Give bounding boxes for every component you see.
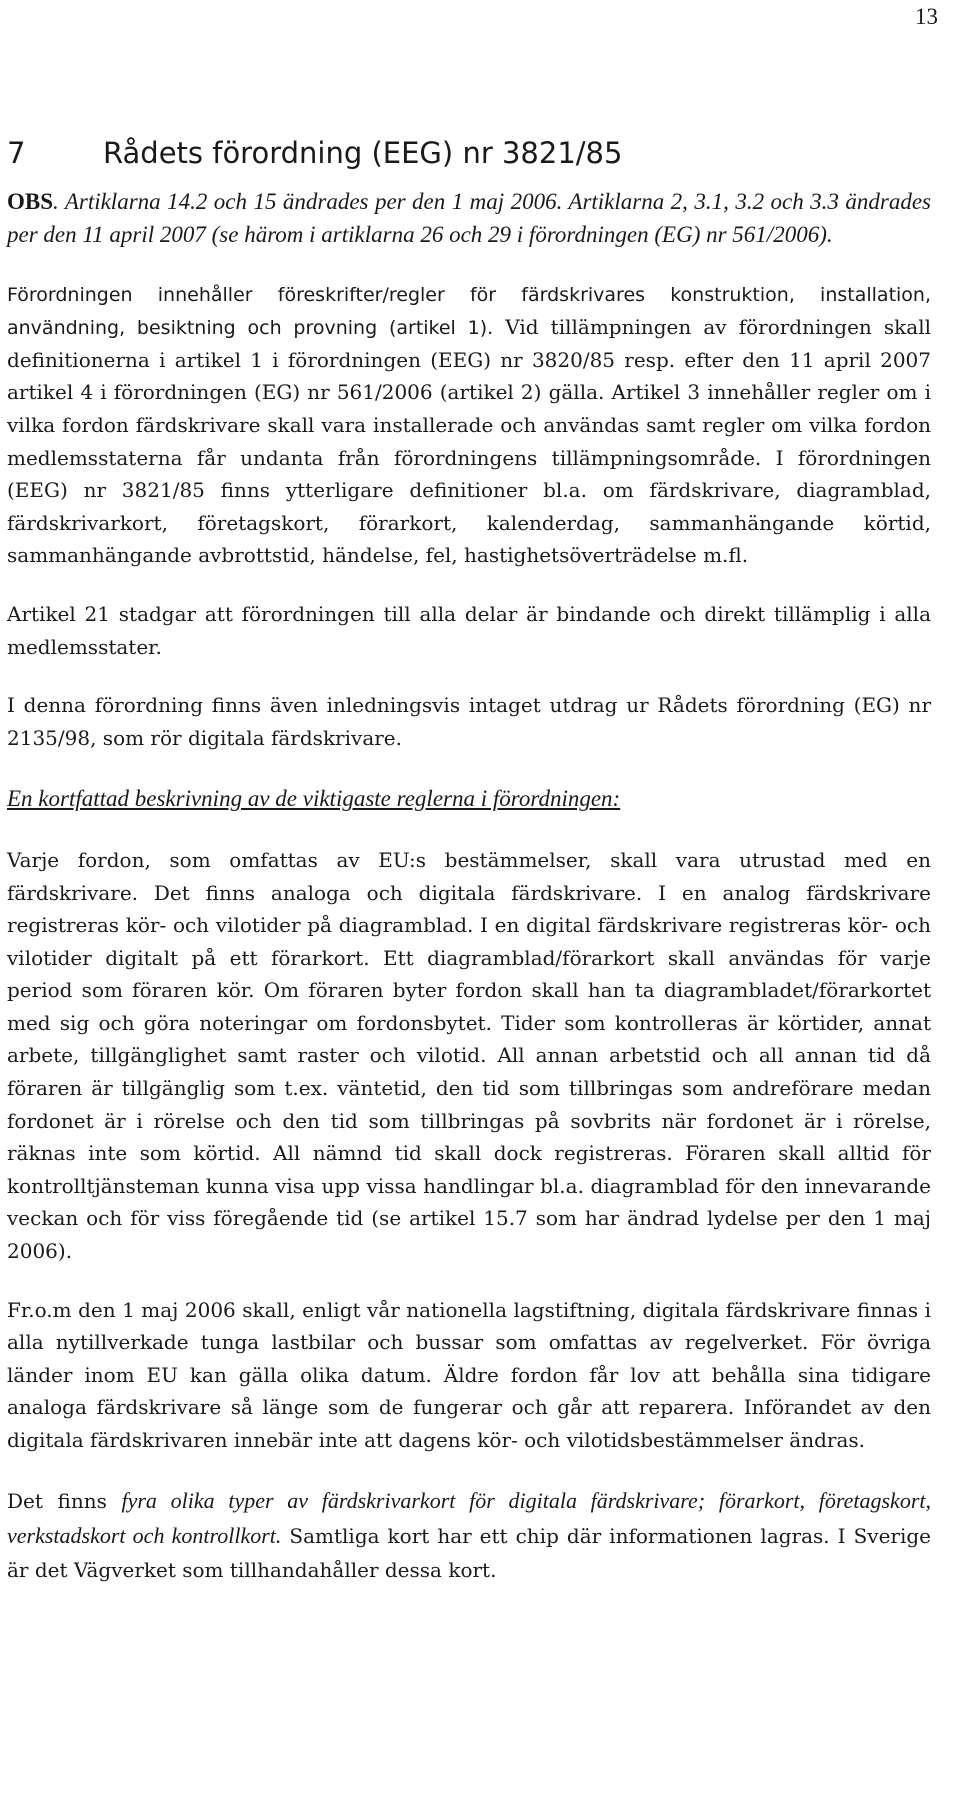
summary-subheading: En kortfattad beskrivning av de viktigaste reglerna i förordningen: [7, 786, 621, 812]
paragraph-scope [7, 278, 931, 572]
notice-paragraph [7, 185, 931, 252]
card-types-emphasis: fyra olika typer av färdskrivarkort för digitala färdskrivare; förarkort, företagskort, verkstadskort och kontrollkort. [7, 1487, 931, 1549]
document-body [7, 136, 931, 1587]
page-number: 13 [915, 4, 938, 29]
card-types-intro: Det finns [7, 1488, 122, 1513]
section-heading [7, 136, 931, 171]
section-number: 7 [7, 136, 26, 170]
paragraph-excerpt: I denna förordning finns även inledningsvis intaget utdrag ur Rådets förordning (EG) nr 2135/98, som rör digitala färdskrivare. [7, 693, 931, 750]
paragraph-scope-sans: Förordningen innehåller föreskrifter/regler för färdskrivares konstruktion, installation, användning, besiktning och provning (artikel 1). [7, 283, 931, 339]
notice-text: . Artiklarna 14.2 och 15 ändrades per den 1 maj 2006. Artiklarna 2, 3.1, 3.2 och 3.3 ändrades per den 11 april 2007 (se härom i artiklarna 26 och 29 i förordningen (EG) nr 561/2006). [7, 188, 931, 248]
paragraph-scope-rest: Vid tillämpningen av förordningen skall definitionerna i artikel 1 i förordningen (EEG) nr 3820/85 resp. efter den 11 april 2007 artikel 4 i förordningen (EG) nr 561/2006 (artikel 2) gälla. Artikel 3 innehåller regler om i vilka fordon färdskrivare skall vara installerade och användas samt regler om vilka fordon medlemsstaterna får undanta från förordningens tillämpningsområde. I förordningen (EEG) nr 3821/85 finns ytterligare definitioner bl.a. om färdskrivare, diagramblad, färdskrivarkort, företagskort, förarkort, kalenderdag, sammanhängande körtid, sammanhängande avbrottstid, händelse, fel, hastighetsöverträdelse m.fl. [7, 314, 931, 568]
paragraph-digital-introduction: Fr.o.m den 1 maj 2006 skall, enligt vår nationella lagstiftning, digitala färdskrivare finnas i alla nytillverkade tunga lastbilar och bussar som omfattas av regelverket. För övriga länder inom EU kan gälla olika datum. Äldre fordon får lov att behålla sina tidigare analoga färdskrivare så länge som de fungerar och går att reparera. Införandet av den digitala färdskrivaren innebär inte att dagens kör- och vilotidsbestämmelser ändras. [7, 1297, 931, 1452]
notice-lead: OBS [7, 188, 54, 214]
card-types-rest: Samtliga kort har ett chip där informationen lagras. I Sverige är det Vägverket som tillhandahåller dessa kort. [7, 1524, 931, 1583]
paragraph-article-21: Artikel 21 stadgar att förordningen till alla delar är bindande och direkt tillämplig i alla medlemsstater. [7, 602, 931, 659]
section-title: Rådets förordning (EEG) nr 3821/85 [103, 136, 623, 170]
paragraph-tachograph-rules: Varje fordon, som omfattas av EU:s bestämmelser, skall vara utrustad med en färdskrivare. Det finns analoga och digitala färdskrivare. I en analog färdskrivare registreras kör- och vilotider på diagramblad. I en digital färdskrivare registreras kör- och vilotider digitalt på ett förarkort. Ett diagramblad/förarkort skall användas för varje period som föraren kör. Om föraren byter fordon skall han ta diagrambladet/förarkortet med sig och göra noteringar om fordonsbytet. Tider som kontrolleras är körtider, annat arbete, tillgänglighet samt raster och vilotid. All annan arbetstid och all annan tid då föraren är tillgänglig som t.ex. väntetid, den tid som tillbringas som andreförare medan fordonet är i rörelse och den tid som tillbringas på sovbrits när fordonet är i rörelse, räknas inte som körtid. All nämnd tid skall dock registreras. Föraren skall alltid för kontrolltjänsteman kunna visa upp vissa handlingar bl.a. diagramblad för den innevarande veckan och för viss föregående tid (se artikel 15.7 som har ändrad lydelse per den 1 maj 2006). [7, 847, 931, 1264]
paragraph-card-types [7, 1483, 931, 1587]
